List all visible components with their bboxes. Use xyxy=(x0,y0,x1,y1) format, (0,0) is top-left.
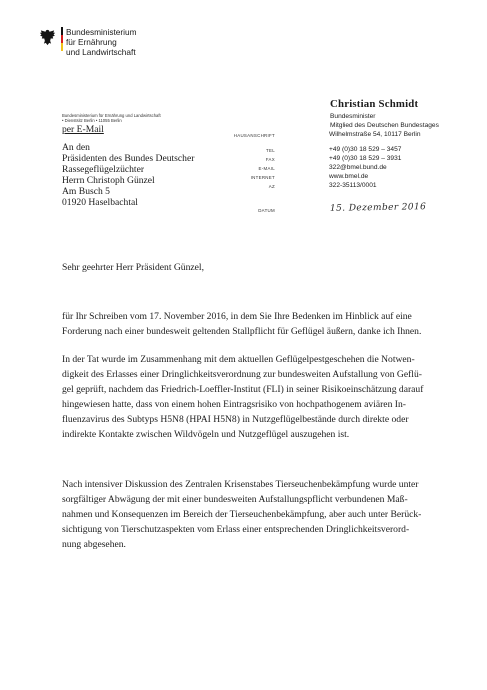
flag-black-stripe xyxy=(61,27,63,35)
signer-role-line: Mitglied des Deutschen Bundestages xyxy=(330,121,439,129)
contact-internet-label: INTERNET xyxy=(250,174,275,180)
sender-line: • Dienstsitz Berlin • 11055 Berlin xyxy=(62,118,122,123)
contact-tel-label: TEL xyxy=(266,147,275,153)
paragraph-line: indirekte Kontakte zwischen Wildvögeln und Nutzgeflügel auszugehen ist. xyxy=(62,429,350,440)
recipient-line: 01920 Haselbachtal xyxy=(62,196,138,208)
recipient-line: Herrn Christoph Günzel xyxy=(62,174,155,186)
contact-az-label: AZ xyxy=(268,183,275,189)
federal-eagle-icon xyxy=(38,28,57,47)
contact-internet-value: www.bmel.de xyxy=(329,173,369,180)
paragraph xyxy=(62,309,421,339)
sender-line: Bundesministerium für Ernährung und Landwirtschaft xyxy=(62,113,161,118)
contact-tel-value: +49 (0)30 18 529 – 3457 xyxy=(329,146,402,153)
contact-email-value: 322@bmel.bund.de xyxy=(329,164,387,171)
paragraph-line: nung abgesehen. xyxy=(62,539,126,550)
paragraph-line: sichtigung von Tierschutzaspekten vom Erlass einer entsprechenden Dringlichkeitsverord- xyxy=(62,524,410,535)
paragraph xyxy=(62,352,423,442)
signer-role xyxy=(330,113,439,130)
handwritten-date: 15. Dezember 2016 xyxy=(329,202,427,214)
sender-return-address xyxy=(62,113,161,123)
flag-red-stripe xyxy=(61,35,63,43)
contact-fax-value: +49 (0)30 18 529 – 3931 xyxy=(329,155,402,162)
contact-address-value: Wilhelmstraße 54, 10117 Berlin xyxy=(329,131,421,138)
contact-address-label: HAUSANSCHRIFT xyxy=(233,132,275,138)
paragraph-line: Nach intensiver Diskussion des Zentralen Krisenstabes Tierseuchenbekämpfung wurde unter xyxy=(62,479,419,490)
paragraph xyxy=(62,477,421,552)
signer-name: Christian Schmidt xyxy=(330,98,419,110)
recipient-line: Präsidenten des Bundes Deutscher xyxy=(62,152,195,164)
paragraph-line: sorgfältiger Abwägung der mit einer bundesweiten Aufstallungspflicht verbundenen Maß- xyxy=(62,494,408,505)
ministry-line: und Landwirtschaft xyxy=(66,47,136,57)
flag-gold-stripe xyxy=(61,43,63,51)
contact-az-value: 322-35113/0001 xyxy=(329,182,377,189)
signer-role-line: Bundesminister xyxy=(330,113,376,120)
contact-fax-label: FAX xyxy=(265,156,275,162)
delivery-method: per E-Mail xyxy=(62,124,104,135)
contact-email-label: E-MAIL xyxy=(258,165,275,171)
recipient-line: Am Busch 5 xyxy=(62,185,110,197)
recipient-address xyxy=(62,143,194,208)
paragraph-line: digkeit des Erlasses einer Dringlichkeitsverordnung zur bundesweiten Aufstallung von Geflü- xyxy=(62,369,422,380)
paragraph-line: fluenzavirus des Subtyps H5N8 (HPAI H5N8) in Nutzgeflügelbestände durch direkte oder xyxy=(62,414,409,425)
contact-date-label: DATUM xyxy=(258,207,275,213)
recipient-line: An den xyxy=(62,142,90,153)
salutation: Sehr geehrter Herr Präsident Günzel, xyxy=(62,262,204,273)
paragraph-line: Forderung nach einer bundesweit geltenden Stallpflicht für Geflügel äußern, danke ich Ihnen. xyxy=(62,326,422,337)
paragraph-line: hingewiesen hatte, dass von einem hohen Eintragsrisiko von hochpathogenem aviären In- xyxy=(62,399,406,410)
ministry-name xyxy=(66,27,137,57)
ministry-line: für Ernährung xyxy=(66,37,117,47)
ministry-line: Bundesministerium xyxy=(66,27,137,37)
paragraph-line: gel geprüft, nachdem das Friedrich-Loeffler-Institut (FLI) in seiner Risikoeinschätzung darauf xyxy=(62,384,424,395)
recipient-line: Rassegeflügelzüchter xyxy=(62,163,145,175)
paragraph-line: In der Tat wurde im Zusammenhang mit dem aktuellen Geflügelpestgeschehen die Notwen- xyxy=(62,354,415,365)
paragraph-line: nahmen und Konsequenzen im Bereich der Tierseuchenbekämpfung, aber auch unter Berück- xyxy=(62,509,422,520)
paragraph-line: für Ihr Schreiben vom 17. November 2016, in dem Sie Ihre Bedenken im Hinblick auf eine xyxy=(62,311,412,322)
flag-bar xyxy=(61,27,63,51)
